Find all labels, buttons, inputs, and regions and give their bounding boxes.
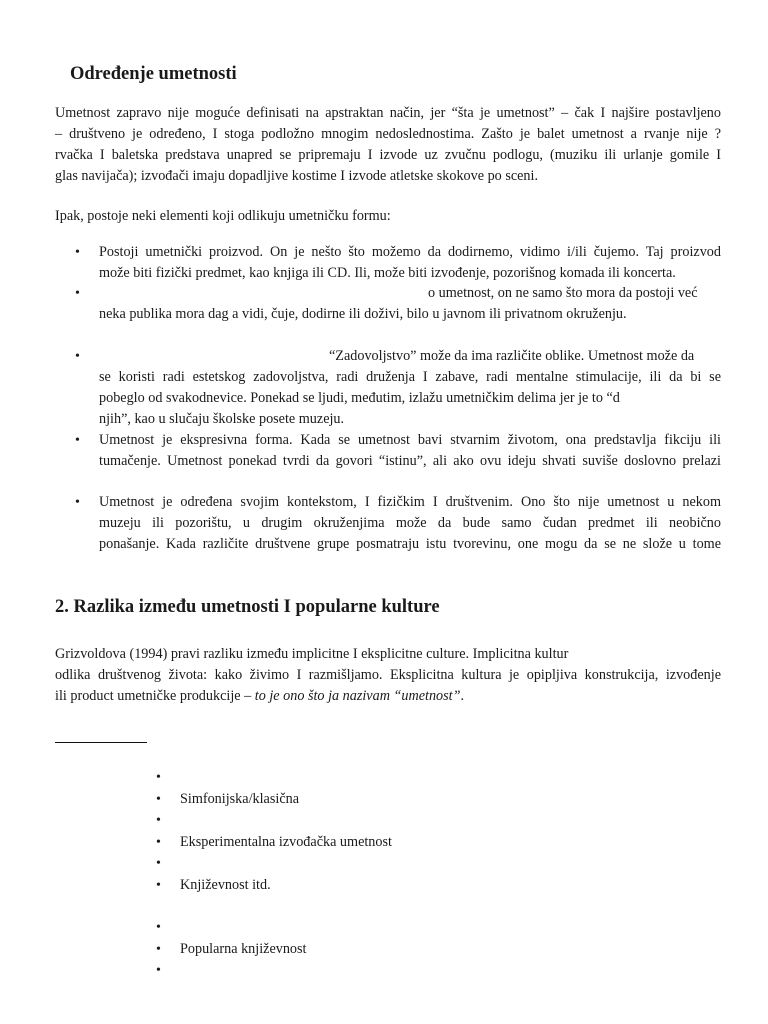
bullet-dot: • (156, 963, 161, 978)
bullet-line: muzeju ili pozorištu, u drugim okruženjima može da bude samo čudan predmet ili neobično (99, 515, 721, 531)
section-2-line-end: . (460, 688, 465, 704)
list-item (156, 832, 392, 853)
list-item (156, 939, 306, 960)
bullet-dot: • (156, 942, 161, 957)
lead-in-text: Ipak, postoje neki elementi koji odlikuju umetničku formu: (55, 208, 391, 224)
intro-line: rvačka I baletska predstava unapred se pripremaju I izvode uz zvučnu podlogu, (muziku ili urlanje gomile I (55, 147, 721, 163)
list-item (156, 767, 180, 788)
section-2-line (55, 686, 721, 707)
bullet-dot: • (75, 286, 80, 301)
bullet-dot: • (156, 835, 161, 850)
list-item (156, 875, 271, 896)
bullet-line: tumačenje. Umetnost ponekad tvrdi da govori “istinu”, ali ako ovu ideju shvati suviše doslovno prelazi (99, 453, 721, 469)
intro-line: – društveno je određeno, I stoga podložno mnogim nedoslednostima. Zašto je balet umetnost a rvanje nije ? (55, 126, 721, 142)
bullet-line: o umetnost, on ne samo što mora da postoji već (428, 285, 698, 301)
bullet-line: pobeglo od svakodnevice. Ponekad se ljudi, međutim, izlažu umetničkim delima jer je to “d (99, 390, 620, 406)
bullet-line: može biti fizički predmet, kao knjiga ili CD. Ili, može biti izvođenje, pozorišnog komada ili koncerta. (99, 265, 676, 281)
bullet-dot: • (156, 878, 161, 893)
bullet-line: ponašanje. Kada različite društvene grupe posmatraju istu tvorevinu, one mogu da se ne slože u tome (99, 536, 721, 552)
bullet-dot: • (156, 856, 161, 871)
list-item-text: Popularna književnost (180, 941, 307, 957)
bullet-dot: • (75, 349, 80, 364)
list-item (156, 789, 299, 810)
section-2-line: Grizvoldova (1994) pravi razliku između implicitne I eksplicitne culture. Implicitna kultur (55, 646, 569, 662)
list-item-text: Simfonijska/klasična (180, 791, 300, 807)
list-item (156, 853, 180, 874)
section-1-title: Određenje umetnosti (70, 64, 237, 84)
bullet-line: Umetnost je ekspresivna forma. Kada se umetnost bavi stvarnim životom, ona predstavlja fikciju ili (99, 432, 721, 448)
bullet-dot: • (156, 920, 161, 935)
lead-in-paragraph (55, 206, 721, 227)
bullet-dot: • (75, 495, 80, 510)
list-item-text: Književnost itd. (180, 877, 271, 893)
bullet-line: njih”, kao u slučaju školske posete muzeju. (99, 411, 345, 427)
footnote-divider (55, 742, 147, 743)
section-2-line-text: ili product umetničke produkcije – (55, 688, 255, 704)
bullet-dot: • (156, 792, 161, 807)
intro-paragraph (55, 103, 721, 187)
section-2-paragraph (55, 644, 721, 707)
intro-line: glas navijača); izvođači imaju dopadljive kostime I izvode atletske skokove po sceni. (55, 168, 539, 184)
bullet-line: “Zadovoljstvo” može da ima različite oblike. Umetnost može da (329, 348, 695, 364)
bullet-line: Umetnost je određena svojim kontekstom, I fizičkim I društvenim. Ono što nije umetnost u nekom (99, 494, 721, 510)
list-item (156, 917, 180, 938)
intro-line: Umetnost zapravo nije moguće definisati na apstraktan način, jer “šta je umetnost” – čak I najšire postavljeno (55, 105, 721, 121)
section-2-line-italic: to je ono što ja nazivam “umetnost” (254, 688, 461, 704)
bullet-dot: • (156, 813, 161, 828)
bullet-line: neka publika mora dag a vidi, čuje, dodirne ili doživi, bilo u javnom ili privatnom okruženju. (99, 306, 627, 322)
section-2-title: 2. Razlika između umetnosti I popularne kulture (55, 597, 440, 617)
bullet-dot: • (156, 770, 161, 785)
section-2-line: odlika društvenog života: kako živimo I razmišljamo. Eksplicitna kultura je opipljiva konstrukcija, izvođenje (55, 667, 721, 683)
bullet-dot: • (75, 433, 80, 448)
bullet-line: se koristi radi estetskog zadovoljstva, radi druženja I zabave, radi mentalne stimulacije, ili da bi se (99, 369, 721, 385)
bullet-dot: • (75, 245, 80, 260)
list-item-text: Eksperimentalna izvođačka umetnost (180, 834, 392, 850)
list-item (156, 960, 180, 981)
list-item (156, 810, 180, 831)
bullet-line: Postoji umetnički proizvod. On je nešto što možemo da dodirnemo, vidimo i/ili čujemo. Taj proizvod (99, 244, 721, 260)
